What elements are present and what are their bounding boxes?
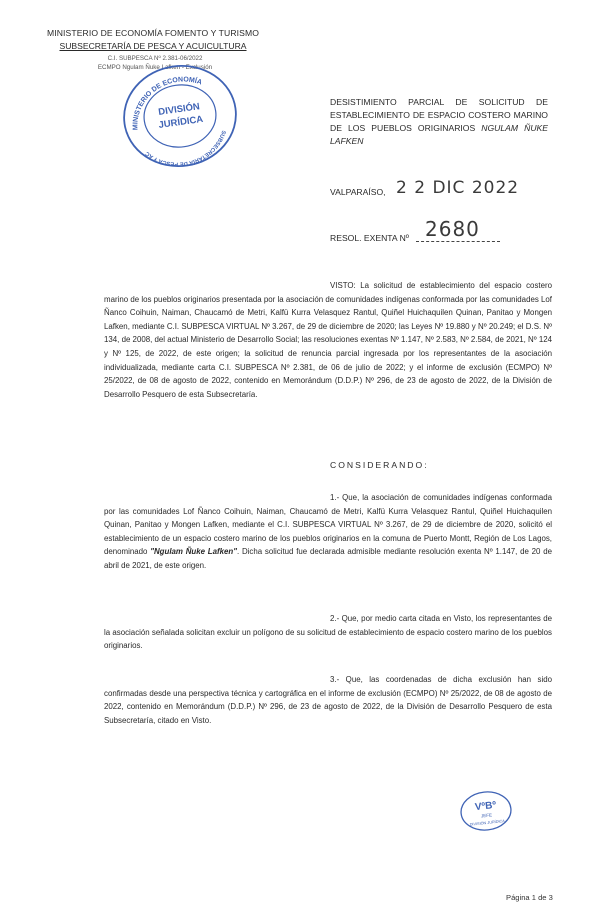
title-text: DESISTIMIENTO PARCIAL DE SOLICITUD DE ESTABLECIMIENTO DE ESPACIO COSTERO MARINO DE LOS PUEBLOS ORIGINARIOS <box>330 97 548 133</box>
date-stamp: 2 2 DIC 2022 <box>396 178 520 198</box>
reference-line-1: C.I. SUBPESCA Nº 2.381-06/2022 <box>107 55 203 62</box>
p1-lead: 1.- Que, la asociación de comunidades indígenas conformada por las comunidades Lof Ñanco Coihuin, Naiman, Chaucamó de Metri, Kalfü Kurra Velasquez Rantul, Quiñel Huichaquilen Quinan, Panitao y Mongen Lafken, mediante el C.I. SUBPESCA VIRTUAL Nº 3.267, de 29 de diciembre de 2020, solicitó el establecimiento de un espacio costero marino de los pueblos originarios en la comuna de Puerto Montt, Región de Los Lagos, denominado <box>104 493 552 557</box>
vobo-stamp <box>458 789 514 833</box>
division-juridica-stamp <box>116 62 244 170</box>
resolution-label: RESOL. EXENTA Nº <box>330 233 409 243</box>
p2-text: 2.- Que, por medio carta citada en Visto, los representantes de la asociación señalada solicitan excluir un polígono de su solicitud de establecimiento de espacio costero marino de los pueblos originarios. <box>104 614 552 651</box>
vobo-text: VºBº <box>474 799 497 814</box>
considerando-paragraph-2 <box>104 612 552 653</box>
considerando-paragraph-3 <box>104 673 552 727</box>
considerando-paragraph-1 <box>104 491 552 573</box>
stamp-ring-bottom-text: SUBSECRETARÍA DE PESCA Y ACUICULTURA <box>144 129 227 167</box>
visto-label: VISTO: <box>330 281 356 290</box>
reference-line-2: ECMPO Ngulam Ñuke Lafken - Exclusión <box>97 64 213 71</box>
stamp-ring-top-text: MINISTERIO DE ECONOMÍA <box>132 76 203 131</box>
stamp-division-line1: DIVISIÓN <box>157 101 201 118</box>
page-number: Página 1 de 3 <box>506 893 553 902</box>
vobo-sub: JEFE <box>480 812 493 819</box>
subsecretaria-header: SUBSECRETARÍA DE PESCA Y ACUICULTURA <box>59 41 247 51</box>
place-label: VALPARAÍSO, <box>330 187 386 197</box>
p1-italic-name: "Ngulam Ñuke Lafken" <box>150 547 237 557</box>
resolution-number: 2680 <box>425 217 480 241</box>
visto-paragraph <box>104 279 552 401</box>
title-italic: NGULAM ÑUKE LAFKEN <box>330 123 548 146</box>
p3-text: 3.- Que, las coordenadas de dicha exclusión han sido confirmadas desde una perspectiva técnica y cartográfica en el informe de exclusión (ECMPO) Nº 25/2022, de 08 de agosto de 2022, contenido en Memorándum (D.D.P.) Nº 296, de 23 de agosto de 2022, de la División de Desarrollo Pesquero de esta Subsecretaría, citado en Visto. <box>104 675 552 725</box>
document-title <box>330 96 548 148</box>
ministry-header: MINISTERIO DE ECONOMÍA FOMENTO Y TURISMO <box>46 28 260 38</box>
considerando-heading: CONSIDERANDO: <box>330 460 429 470</box>
p1-tail: . Dicha solicitud fue declarada admisible mediante resolución exenta Nº 1.147, de 20 de abril de 2021, de este origen. <box>104 547 553 570</box>
vobo-bottom: DIVISIÓN JURÍDICA <box>469 819 505 827</box>
stamp-division-line2: JURÍDICA <box>157 113 204 132</box>
visto-text: La solicitud de establecimiento del espacio costero marino de los pueblos originarios presentada por la asociación de comunidades indígenas conformada por las comunidades Lof Ñanco Coihuin, Naiman, Chaucamó de Metri, Kalfü Kurra Velasquez Rantul, Quiñel Huichaquilen Quinan, Panitao y Mongen Lafken, mediante C.I. SUBPESCA VIRTUAL Nº 3.267, de 29 de diciembre de 2020; las Leyes Nº 19.880 y Nº 20.249; el D.S. Nº 134, de 2008, del actual Ministerio de Desarrollo Social; las resoluciones exentas Nº 1.147, Nº 2.583, Nº 2.584, de 2021, Nº 124 y Nº 125, de 2022, de este origen; la solicitud de renuncia parcial ingresada por los representantes de la asociación individualizada, mediante carta C.I. SUBPESCA Nº 2.381, de 06 de julio de 2022; y el informe de exclusión (ECMPO) Nº 25/2022, de 08 de agosto de 2022, contenido en Memorándum (D.D.P.) Nº 296, de 23 de agosto de 2022, de la División de Desarrollo Pesquero de esta Subsecretaría. <box>104 281 552 399</box>
resolution-underline <box>416 241 500 242</box>
